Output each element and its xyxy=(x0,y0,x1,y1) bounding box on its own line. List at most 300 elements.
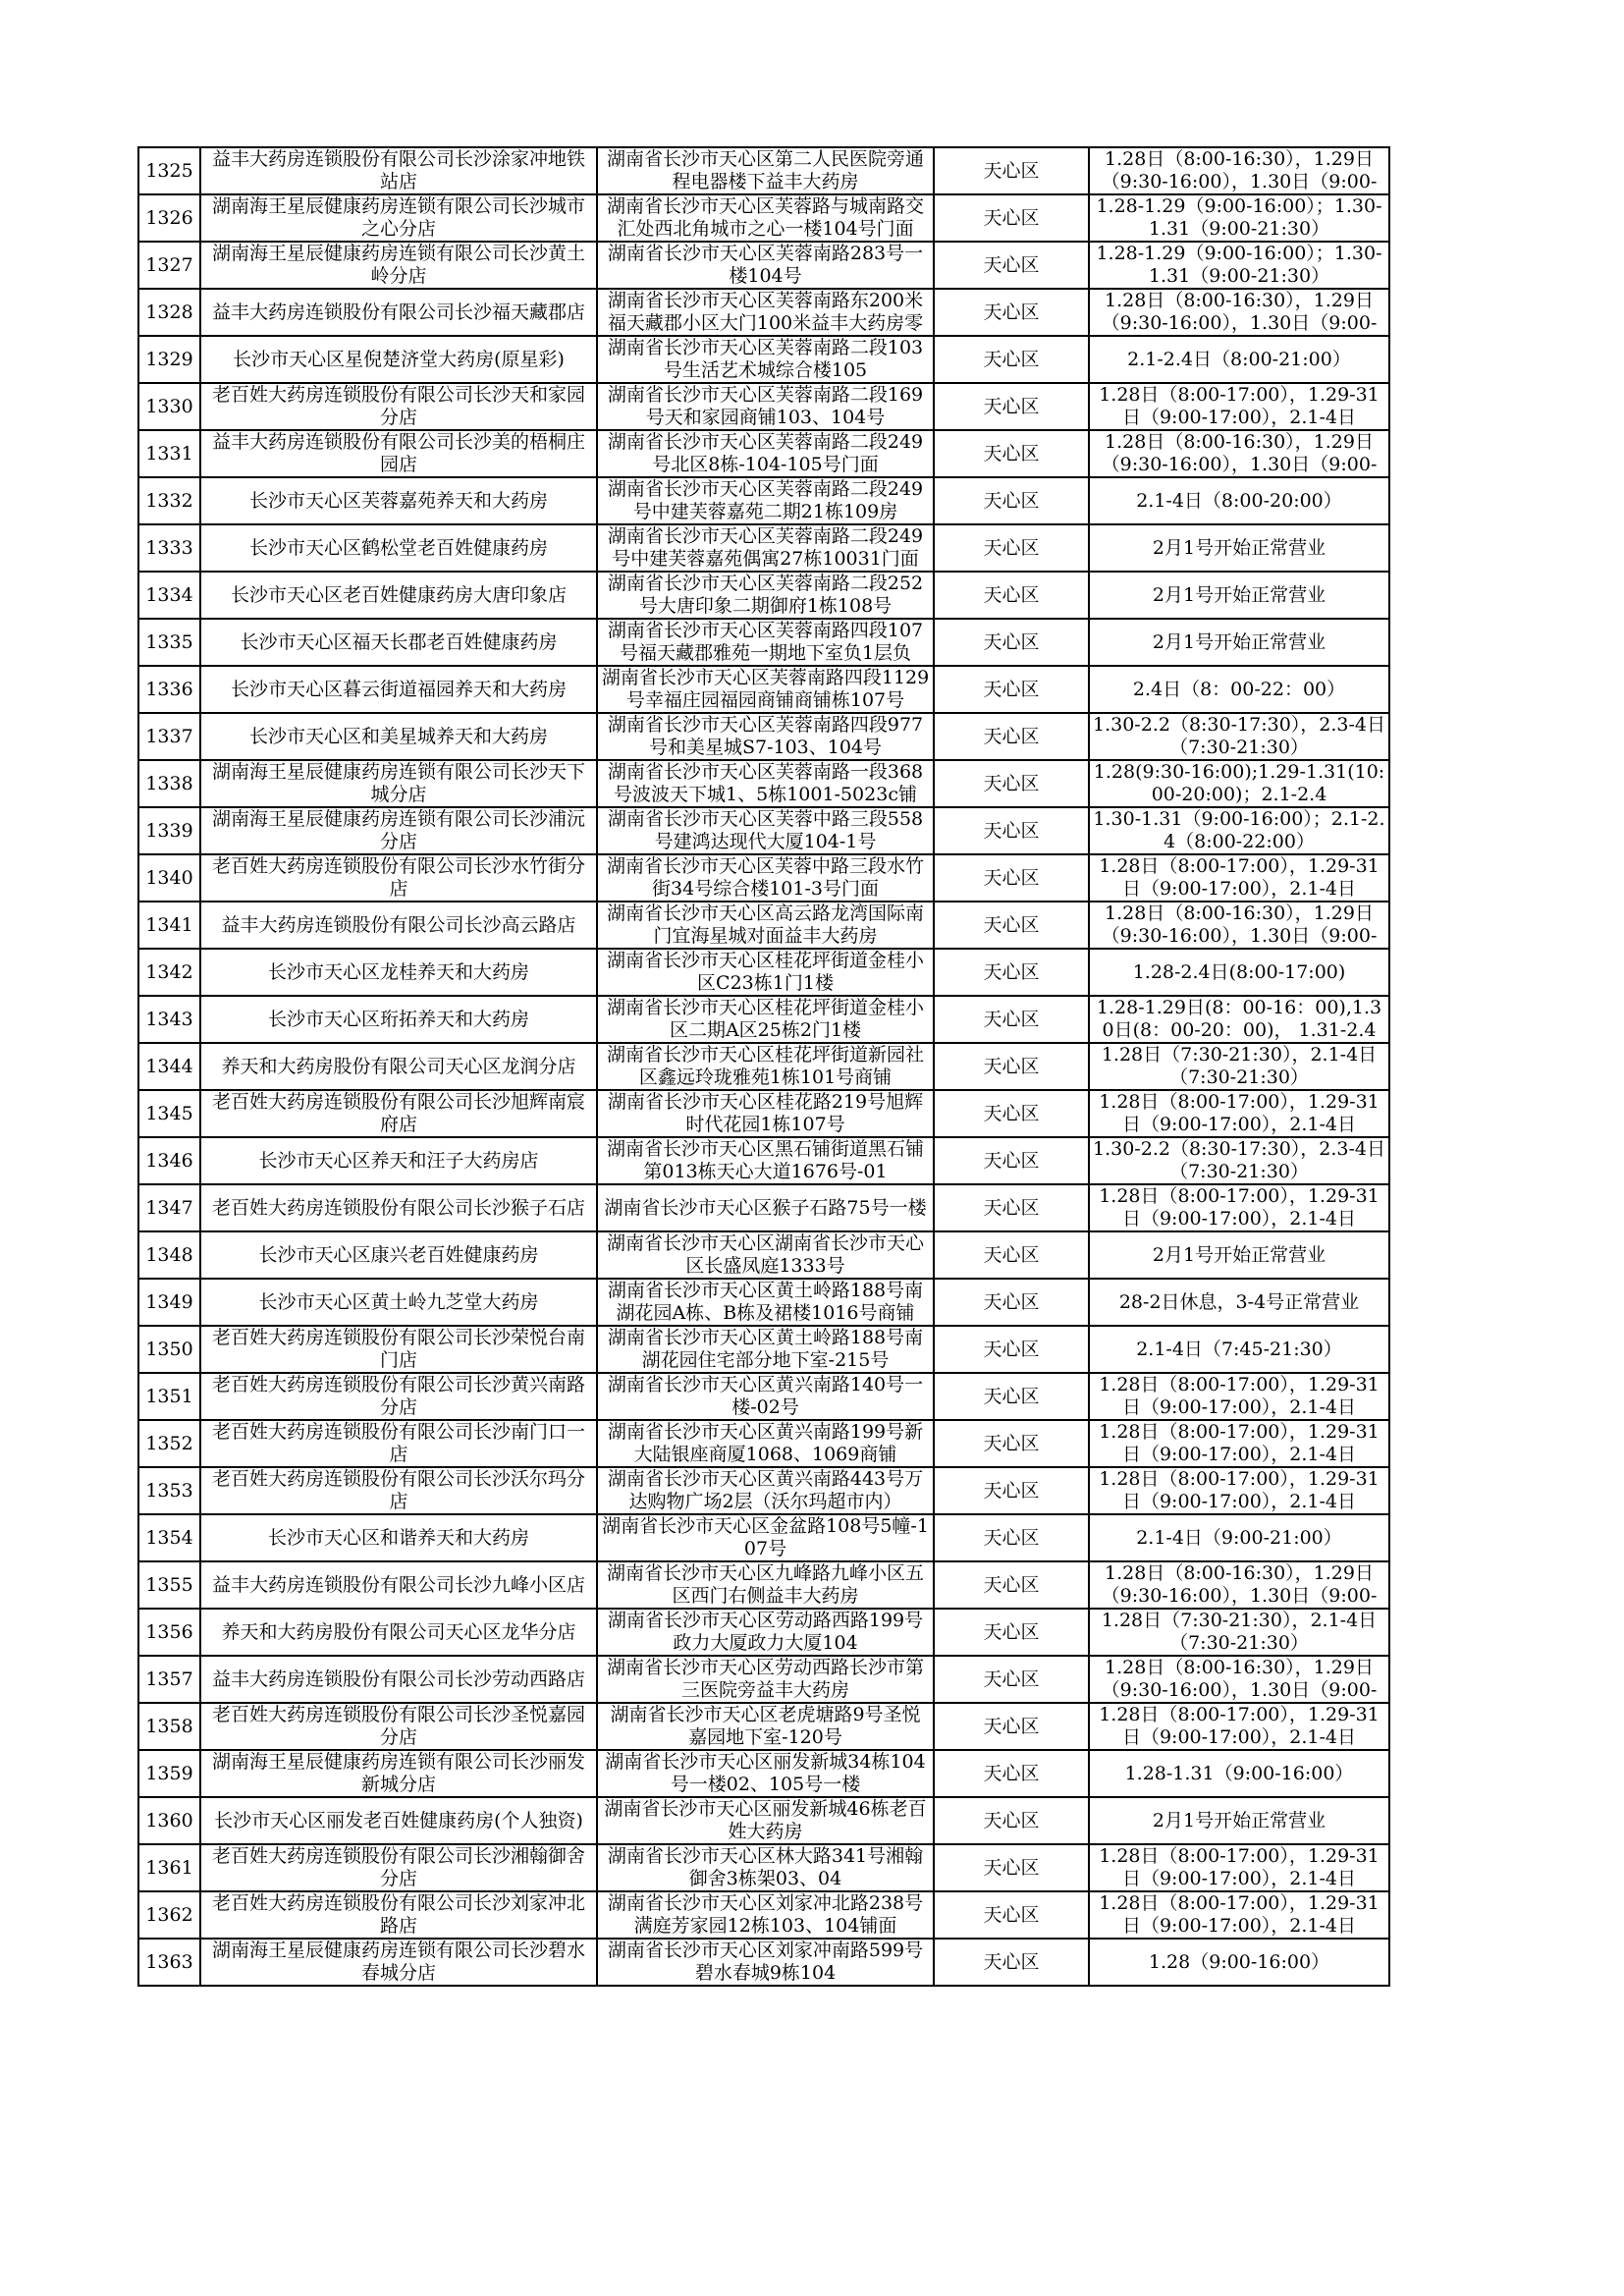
pharmacy-address-cell xyxy=(597,1043,934,1090)
row-number: 1329 xyxy=(145,348,193,370)
row-number-cell xyxy=(138,383,200,430)
pharmacy-address: 湖南省长沙市天心区桂花路219号旭辉时代花园1栋107号 xyxy=(607,1091,924,1135)
table-row xyxy=(138,1656,1389,1703)
district-cell xyxy=(934,760,1089,807)
table-row xyxy=(138,666,1389,713)
district: 天心区 xyxy=(983,1479,1040,1502)
table-row xyxy=(138,1043,1389,1090)
pharmacy-name: 老百姓大药房连锁股份有限公司长沙荣悦台南门店 xyxy=(211,1327,585,1371)
pharmacy-address-cell xyxy=(597,1656,934,1703)
pharmacy-name: 养天和大药房股份有限公司天心区龙华分店 xyxy=(221,1620,576,1643)
district: 天心区 xyxy=(983,1526,1040,1549)
pharmacy-address-cell xyxy=(597,1514,934,1561)
pharmacy-address: 湖南省长沙市天心区丽发新城34栋104号一楼02、105号一楼 xyxy=(605,1751,926,1795)
row-number-cell xyxy=(138,477,200,524)
district: 天心区 xyxy=(983,1243,1040,1266)
district: 天心区 xyxy=(983,1432,1040,1454)
table-row xyxy=(138,854,1389,902)
business-hours: 1.28日（8:00-17:00），1.29-31日（9:00-17:00），2.1-4日 xyxy=(1099,1704,1380,1748)
district: 天心区 xyxy=(983,442,1040,465)
table-row xyxy=(138,336,1389,383)
row-number: 1339 xyxy=(145,819,193,842)
row-number: 1357 xyxy=(145,1667,193,1690)
business-hours-cell xyxy=(1089,524,1389,572)
row-number-cell xyxy=(138,949,200,996)
row-number-cell xyxy=(138,524,200,572)
row-number: 1362 xyxy=(145,1903,193,1926)
business-hours-cell xyxy=(1089,477,1389,524)
table-row xyxy=(138,619,1389,666)
pharmacy-address: 湖南省长沙市天心区芙蓉中路三段水竹街34号综合楼101-3号门面 xyxy=(606,855,924,900)
district-cell xyxy=(934,1043,1089,1090)
pharmacy-name: 老百姓大药房连锁股份有限公司长沙沃尔玛分店 xyxy=(211,1468,585,1512)
pharmacy-address-cell xyxy=(597,524,934,572)
pharmacy-address-cell xyxy=(597,1373,934,1420)
row-number-cell xyxy=(138,1137,200,1184)
district-cell xyxy=(934,666,1089,713)
pharmacy-address-cell xyxy=(597,194,934,242)
pharmacy-name-cell xyxy=(200,1326,597,1373)
pharmacy-name-cell xyxy=(200,1891,597,1939)
row-number-cell xyxy=(138,430,200,477)
pharmacy-name: 老百姓大药房连锁股份有限公司长沙圣悦嘉园分店 xyxy=(211,1704,585,1748)
district: 天心区 xyxy=(983,1715,1040,1737)
district: 天心区 xyxy=(983,1149,1040,1172)
row-number-cell xyxy=(138,147,200,194)
district: 天心区 xyxy=(983,913,1040,936)
business-hours: 1.28日（8:00-17:00），1.29-31日（9:00-17:00），2.1-4日 xyxy=(1099,1892,1380,1937)
table-row xyxy=(138,996,1389,1043)
district: 天心区 xyxy=(983,489,1040,512)
business-hours: 2月1号开始正常营业 xyxy=(1152,583,1326,606)
pharmacy-name-cell xyxy=(200,524,597,572)
pharmacy-address: 湖南省长沙市天心区老虎塘路9号圣悦嘉园地下室-120号 xyxy=(610,1704,921,1748)
pharmacy-name: 益丰大药房连锁股份有限公司长沙涂家冲地铁站店 xyxy=(211,148,585,192)
row-number: 1336 xyxy=(145,678,193,700)
business-hours-cell xyxy=(1089,902,1389,949)
row-number-cell xyxy=(138,1420,200,1467)
business-hours: 1.28日（8:00-16:30），1.29日（9:30-16:00），1.30日（9:00- xyxy=(1101,1562,1378,1607)
row-number: 1346 xyxy=(145,1149,193,1172)
business-hours-cell xyxy=(1089,1090,1389,1137)
pharmacy-address-cell xyxy=(597,289,934,336)
pharmacy-address-cell xyxy=(597,949,934,996)
business-hours: 1.28日（8:00-16:30），1.29日（9:30-16:00），1.30日（9:00- xyxy=(1101,1657,1378,1701)
district-cell xyxy=(934,713,1089,760)
district-cell xyxy=(934,1514,1089,1561)
business-hours: 2.4日（8：00-22：00） xyxy=(1132,678,1346,700)
row-number: 1356 xyxy=(145,1620,193,1643)
district-cell xyxy=(934,1231,1089,1279)
table-row xyxy=(138,1137,1389,1184)
business-hours: 28-2日休息，3-4号正常营业 xyxy=(1118,1290,1360,1313)
table-row xyxy=(138,242,1389,289)
district: 天心区 xyxy=(983,253,1040,276)
business-hours: 1.28-1.29日(8：00-16：00),1.30日(8：00-20：00)， 1.31-2.4 xyxy=(1096,997,1382,1041)
pharmacy-name-cell xyxy=(200,996,597,1043)
pharmacy-address: 湖南省长沙市天心区芙蓉南路二段103号生活艺术城综合楼105 xyxy=(607,337,924,381)
pharmacy-name: 养天和大药房股份有限公司天心区龙润分店 xyxy=(221,1055,576,1077)
pharmacy-name-cell xyxy=(200,1467,597,1514)
business-hours-cell xyxy=(1089,1420,1389,1467)
business-hours: 1.28日（8:00-17:00），1.29-31日（9:00-17:00），2.1-4日 xyxy=(1099,855,1380,900)
district-cell xyxy=(934,572,1089,619)
business-hours: 1.28-1.29（9:00-16:00）；1.30-1.31（9:00-21:30） xyxy=(1096,195,1382,240)
pharmacy-address-cell xyxy=(597,1467,934,1514)
business-hours-cell xyxy=(1089,1609,1389,1656)
business-hours: 1.28-1.31（9:00-16:00） xyxy=(1124,1762,1354,1784)
pharmacy-name: 长沙市天心区龙桂养天和大药房 xyxy=(267,960,529,983)
table-row xyxy=(138,1891,1389,1939)
pharmacy-name: 长沙市天心区星倪楚济堂大药房(原星彩) xyxy=(233,348,565,370)
pharmacy-name: 老百姓大药房连锁股份有限公司长沙刘家冲北路店 xyxy=(211,1892,585,1937)
row-number-cell xyxy=(138,194,200,242)
table-row xyxy=(138,1420,1389,1467)
pharmacy-name: 湖南海王星辰健康药房连锁有限公司长沙浦沅分店 xyxy=(211,808,585,852)
pharmacy-address-cell xyxy=(597,477,934,524)
business-hours-cell xyxy=(1089,666,1389,713)
business-hours-cell xyxy=(1089,289,1389,336)
district-cell xyxy=(934,336,1089,383)
row-number-cell xyxy=(138,1609,200,1656)
business-hours: 1.28-1.29（9:00-16:00）；1.30-1.31（9:00-21:30） xyxy=(1096,243,1382,287)
row-number-cell xyxy=(138,1656,200,1703)
pharmacy-address: 湖南省长沙市天心区黄兴南路443号万达购物广场2层（沃尔玛超市内） xyxy=(607,1468,924,1512)
row-number-cell xyxy=(138,572,200,619)
business-hours: 1.28-2.4日(8:00-17:00) xyxy=(1132,960,1346,983)
pharmacy-address: 湖南省长沙市天心区芙蓉南路二段249号中建芙蓉嘉苑二期21栋109房 xyxy=(607,478,924,522)
pharmacy-address: 湖南省长沙市天心区黄土岭路188号南湖花园住宅部分地下室-215号 xyxy=(607,1327,924,1371)
pharmacy-address-cell xyxy=(597,1137,934,1184)
pharmacy-name-cell xyxy=(200,1939,597,1986)
district-cell xyxy=(934,194,1089,242)
pharmacy-name-cell xyxy=(200,289,597,336)
table-row xyxy=(138,147,1389,194)
pharmacy-name-cell xyxy=(200,949,597,996)
row-number: 1333 xyxy=(145,536,193,559)
district: 天心区 xyxy=(983,1809,1040,1831)
table-row xyxy=(138,477,1389,524)
pharmacy-name: 湖南海王星辰健康药房连锁有限公司长沙城市之心分店 xyxy=(211,195,585,240)
district: 天心区 xyxy=(983,395,1040,417)
row-number: 1347 xyxy=(145,1196,193,1219)
business-hours: 1.30-2.2（8:30-17:30），2.3-4日（7:30-21:30） xyxy=(1093,714,1385,758)
pharmacy-address: 湖南省长沙市天心区芙蓉南路四段977号和美星城S7-103、104号 xyxy=(607,714,924,758)
pharmacy-name: 长沙市天心区芙蓉嘉苑养天和大药房 xyxy=(248,489,548,512)
pharmacy-address-cell xyxy=(597,147,934,194)
pharmacy-name: 湖南海王星辰健康药房连锁有限公司长沙碧水春城分店 xyxy=(211,1940,585,1984)
business-hours: 1.28日（7:30-21:30），2.1-4日（7:30-21:30） xyxy=(1101,1044,1378,1088)
row-number-cell xyxy=(138,1891,200,1939)
pharmacy-name-cell xyxy=(200,1137,597,1184)
row-number: 1345 xyxy=(145,1102,193,1124)
table-row xyxy=(138,1467,1389,1514)
district: 天心区 xyxy=(983,1385,1040,1407)
district: 天心区 xyxy=(983,1620,1040,1643)
business-hours-cell xyxy=(1089,1184,1389,1231)
pharmacy-address: 湖南省长沙市天心区黄土岭路188号南湖花园A栋、B栋及裙楼1016号商铺 xyxy=(607,1280,924,1324)
row-number-cell xyxy=(138,1231,200,1279)
district: 天心区 xyxy=(983,1950,1040,1973)
business-hours: 1.28日（8:00-17:00），1.29-31日（9:00-17:00），2.1-4日 xyxy=(1099,384,1380,428)
pharmacy-address: 湖南省长沙市天心区桂花坪街道新园社区鑫远玲珑雅苑1栋101号商铺 xyxy=(606,1044,924,1088)
district: 天心区 xyxy=(983,678,1040,700)
pharmacy-address-cell xyxy=(597,242,934,289)
row-number: 1342 xyxy=(145,960,193,983)
row-number: 1337 xyxy=(145,725,193,747)
row-number-cell xyxy=(138,1703,200,1750)
pharmacy-address: 湖南省长沙市天心区芙蓉南路二段252号大唐印象二期御府1栋108号 xyxy=(607,573,924,617)
district-cell xyxy=(934,1184,1089,1231)
table-row xyxy=(138,383,1389,430)
row-number-cell xyxy=(138,713,200,760)
pharmacy-name-cell xyxy=(200,1420,597,1467)
pharmacy-name: 益丰大药房连锁股份有限公司长沙福天藏郡店 xyxy=(211,301,585,323)
business-hours-cell xyxy=(1089,194,1389,242)
district: 天心区 xyxy=(983,583,1040,606)
pharmacy-name: 长沙市天心区丽发老百姓健康药房(个人独资) xyxy=(214,1809,583,1831)
row-number-cell xyxy=(138,1090,200,1137)
pharmacy-address-cell xyxy=(597,1844,934,1891)
pharmacy-name-cell xyxy=(200,1514,597,1561)
row-number-cell xyxy=(138,996,200,1043)
district: 天心区 xyxy=(983,1667,1040,1690)
table-row xyxy=(138,1279,1389,1326)
table-row xyxy=(138,1090,1389,1137)
pharmacy-name-cell xyxy=(200,194,597,242)
district-cell xyxy=(934,1326,1089,1373)
district-cell xyxy=(934,430,1089,477)
business-hours: 1.28日（8:00-17:00），1.29-31日（9:00-17:00），2.1-4日 xyxy=(1099,1374,1380,1418)
pharmacy-name-cell xyxy=(200,1561,597,1609)
row-number: 1325 xyxy=(145,159,193,182)
pharmacy-name-cell xyxy=(200,1609,597,1656)
table-row xyxy=(138,194,1389,242)
pharmacy-name: 益丰大药房连锁股份有限公司长沙高云路店 xyxy=(221,913,576,936)
pharmacy-address-cell xyxy=(597,807,934,854)
business-hours: 1.28日（8:00-17:00），1.29-31日（9:00-17:00），2.1-4日 xyxy=(1099,1091,1380,1135)
business-hours: 1.28日（8:00-16:30），1.29日（9:30-16:00），1.30日（9:00- xyxy=(1101,148,1378,192)
row-number: 1341 xyxy=(145,913,193,936)
district-cell xyxy=(934,289,1089,336)
table-row xyxy=(138,1514,1389,1561)
business-hours: 1.30-2.2（8:30-17:30），2.3-4日（7:30-21:30） xyxy=(1093,1138,1385,1182)
table-row xyxy=(138,1184,1389,1231)
table-row xyxy=(138,572,1389,619)
business-hours-cell xyxy=(1089,1279,1389,1326)
pharmacy-address: 湖南省长沙市天心区刘家冲北路238号满庭芳家园12栋103、104铺面 xyxy=(607,1892,924,1937)
pharmacy-address: 湖南省长沙市天心区芙蓉中路三段558号建鸿达现代大厦104-1号 xyxy=(607,808,924,852)
pharmacy-name-cell xyxy=(200,1184,597,1231)
pharmacy-address-cell xyxy=(597,336,934,383)
row-number: 1351 xyxy=(145,1385,193,1407)
pharmacy-name-cell xyxy=(200,1703,597,1750)
district-cell xyxy=(934,854,1089,902)
business-hours: 2月1号开始正常营业 xyxy=(1152,630,1326,653)
district: 天心区 xyxy=(983,536,1040,559)
business-hours: 2月1号开始正常营业 xyxy=(1152,536,1326,559)
row-number: 1348 xyxy=(145,1243,193,1266)
pharmacy-address-cell xyxy=(597,1609,934,1656)
pharmacy-address-cell xyxy=(597,572,934,619)
row-number-cell xyxy=(138,760,200,807)
pharmacy-address-cell xyxy=(597,619,934,666)
row-number: 1328 xyxy=(145,301,193,323)
pharmacy-address: 湖南省长沙市天心区芙蓉南路二段249号北区8栋-104-105号门面 xyxy=(607,431,924,475)
business-hours: 2.1-4日（9:00-21:00） xyxy=(1136,1526,1342,1549)
district-cell xyxy=(934,949,1089,996)
pharmacy-name-cell xyxy=(200,807,597,854)
district-cell xyxy=(934,524,1089,572)
row-number: 1344 xyxy=(145,1055,193,1077)
table-row xyxy=(138,713,1389,760)
district-cell xyxy=(934,1797,1089,1844)
business-hours-cell xyxy=(1089,147,1389,194)
table-row xyxy=(138,1609,1389,1656)
pharmacy-address: 湖南省长沙市天心区黑石铺街道黑石铺第013栋天心大道1676号-01 xyxy=(606,1138,924,1182)
table-row xyxy=(138,1561,1389,1609)
pharmacy-name: 长沙市天心区老百姓健康药房大唐印象店 xyxy=(230,583,567,606)
district: 天心区 xyxy=(983,1762,1040,1784)
pharmacy-address-cell xyxy=(597,760,934,807)
pharmacy-address: 湖南省长沙市天心区劳动路西路199号政力大厦政力大厦104 xyxy=(607,1610,924,1654)
district-cell xyxy=(934,902,1089,949)
row-number: 1360 xyxy=(145,1809,193,1831)
row-number-cell xyxy=(138,1279,200,1326)
business-hours: 1.28日（8:00-16:30），1.29日（9:30-16:00），1.30日（9:00- xyxy=(1101,431,1378,475)
pharmacy-name: 长沙市天心区黄土岭九芝堂大药房 xyxy=(258,1290,539,1313)
district: 天心区 xyxy=(983,206,1040,229)
business-hours-cell xyxy=(1089,1561,1389,1609)
row-number-cell xyxy=(138,1797,200,1844)
business-hours-cell xyxy=(1089,1326,1389,1373)
business-hours: 1.28日（8:00-17:00），1.29-31日（9:00-17:00），2.1-4日 xyxy=(1099,1845,1380,1889)
table-row xyxy=(138,1844,1389,1891)
business-hours-cell xyxy=(1089,949,1389,996)
pharmacy-address-cell xyxy=(597,666,934,713)
business-hours-cell xyxy=(1089,1467,1389,1514)
pharmacy-address: 湖南省长沙市天心区九峰路九峰小区五区西门右侧益丰大药房 xyxy=(606,1562,924,1607)
pharmacy-address: 湖南省长沙市天心区劳动西路长沙市第三医院旁益丰大药房 xyxy=(606,1657,924,1701)
pharmacy-address: 湖南省长沙市天心区第二人民医院旁通程电器楼下益丰大药房 xyxy=(606,148,924,192)
table-row xyxy=(138,1373,1389,1420)
pharmacy-address: 湖南省长沙市天心区芙蓉南路二段169号天和家园商铺103、104号 xyxy=(607,384,924,428)
table-row xyxy=(138,289,1389,336)
pharmacy-name-cell xyxy=(200,666,597,713)
pharmacy-name: 益丰大药房连锁股份有限公司长沙劳动西路店 xyxy=(211,1667,585,1690)
pharmacy-name-cell xyxy=(200,1844,597,1891)
table-row xyxy=(138,902,1389,949)
pharmacy-address-cell xyxy=(597,996,934,1043)
district-cell xyxy=(934,1939,1089,1986)
pharmacy-address-cell xyxy=(597,713,934,760)
row-number-cell xyxy=(138,1326,200,1373)
pharmacy-address: 湖南省长沙市天心区芙蓉南路一段368号波波天下城1、5栋1001-5023c铺 xyxy=(607,761,924,805)
business-hours: 2.1-2.4日（8:00-21:00） xyxy=(1127,348,1351,370)
business-hours: 1.28日（7:30-21:30），2.1-4日（7:30-21:30） xyxy=(1101,1610,1378,1654)
district-cell xyxy=(934,1561,1089,1609)
district-cell xyxy=(934,1844,1089,1891)
row-number: 1335 xyxy=(145,630,193,653)
district: 天心区 xyxy=(983,1290,1040,1313)
row-number: 1355 xyxy=(145,1573,193,1596)
pharmacy-table xyxy=(137,146,1390,1987)
table-row xyxy=(138,1939,1389,1986)
pharmacy-name: 湖南海王星辰健康药房连锁有限公司长沙黄土岭分店 xyxy=(211,243,585,287)
row-number: 1343 xyxy=(145,1008,193,1030)
business-hours-cell xyxy=(1089,1891,1389,1939)
district: 天心区 xyxy=(983,819,1040,842)
row-number: 1354 xyxy=(145,1526,193,1549)
row-number: 1331 xyxy=(145,442,193,465)
table-row xyxy=(138,430,1389,477)
table-row xyxy=(138,949,1389,996)
pharmacy-name: 长沙市天心区和谐养天和大药房 xyxy=(267,1526,529,1549)
table-row xyxy=(138,807,1389,854)
row-number: 1353 xyxy=(145,1479,193,1502)
business-hours-cell xyxy=(1089,807,1389,854)
business-hours-cell xyxy=(1089,242,1389,289)
pharmacy-name-cell xyxy=(200,147,597,194)
business-hours-cell xyxy=(1089,1656,1389,1703)
pharmacy-name: 益丰大药房连锁股份有限公司长沙九峰小区店 xyxy=(211,1573,585,1596)
district-cell xyxy=(934,1420,1089,1467)
row-number: 1340 xyxy=(145,866,193,889)
district: 天心区 xyxy=(983,1338,1040,1360)
business-hours: 1.28日（8:00-17:00），1.29-31日（9:00-17:00），2.1-4日 xyxy=(1099,1185,1380,1230)
row-number-cell xyxy=(138,807,200,854)
pharmacy-address: 湖南省长沙市天心区芙蓉路与城南路交汇处西北角城市之心一楼104号门面 xyxy=(606,195,924,240)
row-number: 1334 xyxy=(145,583,193,606)
district-cell xyxy=(934,1137,1089,1184)
pharmacy-address: 湖南省长沙市天心区芙蓉南路283号一楼104号 xyxy=(607,243,924,287)
pharmacy-name-cell xyxy=(200,1373,597,1420)
pharmacy-name: 长沙市天心区珩拓养天和大药房 xyxy=(267,1008,529,1030)
pharmacy-address-cell xyxy=(597,1090,934,1137)
pharmacy-address: 湖南省长沙市天心区金盆路108号5幢-107号 xyxy=(602,1515,929,1559)
row-number: 1352 xyxy=(145,1432,193,1454)
business-hours: 1.28日（8:00-17:00），1.29-31日（9:00-17:00），2.1-4日 xyxy=(1099,1468,1380,1512)
pharmacy-name-cell xyxy=(200,1043,597,1090)
pharmacy-address: 湖南省长沙市天心区芙蓉南路二段249号中建芙蓉嘉苑偶寓27栋10031门面 xyxy=(607,525,924,570)
pharmacy-name: 长沙市天心区暮云街道福园养天和大药房 xyxy=(230,678,567,700)
business-hours: 2.1-4日（8:00-20:00） xyxy=(1136,489,1342,512)
district-cell xyxy=(934,1090,1089,1137)
pharmacy-address-cell xyxy=(597,1703,934,1750)
district: 天心区 xyxy=(983,1903,1040,1926)
pharmacy-address-cell xyxy=(597,430,934,477)
pharmacy-address-cell xyxy=(597,1326,934,1373)
pharmacy-name: 湖南海王星辰健康药房连锁有限公司长沙天下城分店 xyxy=(211,761,585,805)
district: 天心区 xyxy=(983,866,1040,889)
pharmacy-name-cell xyxy=(200,1090,597,1137)
pharmacy-address: 湖南省长沙市天心区刘家冲南路599号碧水春城9栋104 xyxy=(607,1940,924,1984)
pharmacy-address-cell xyxy=(597,1750,934,1797)
pharmacy-name: 湖南海王星辰健康药房连锁有限公司长沙丽发新城分店 xyxy=(211,1751,585,1795)
pharmacy-name-cell xyxy=(200,854,597,902)
district-cell xyxy=(934,477,1089,524)
pharmacy-name: 老百姓大药房连锁股份有限公司长沙黄兴南路分店 xyxy=(211,1374,585,1418)
business-hours: 2.1-4日（7:45-21:30） xyxy=(1136,1338,1342,1360)
district: 天心区 xyxy=(983,348,1040,370)
pharmacy-address-cell xyxy=(597,1279,934,1326)
row-number: 1327 xyxy=(145,253,193,276)
pharmacy-address: 湖南省长沙市天心区湖南省长沙市天心区长盛凤庭1333号 xyxy=(606,1232,924,1277)
pharmacy-name: 老百姓大药房连锁股份有限公司长沙天和家园分店 xyxy=(211,384,585,428)
pharmacy-name-cell xyxy=(200,619,597,666)
pharmacy-name-cell xyxy=(200,902,597,949)
business-hours: 1.28日（8:00-16:30），1.29日（9:30-16:00），1.30日（9:00- xyxy=(1101,290,1378,334)
